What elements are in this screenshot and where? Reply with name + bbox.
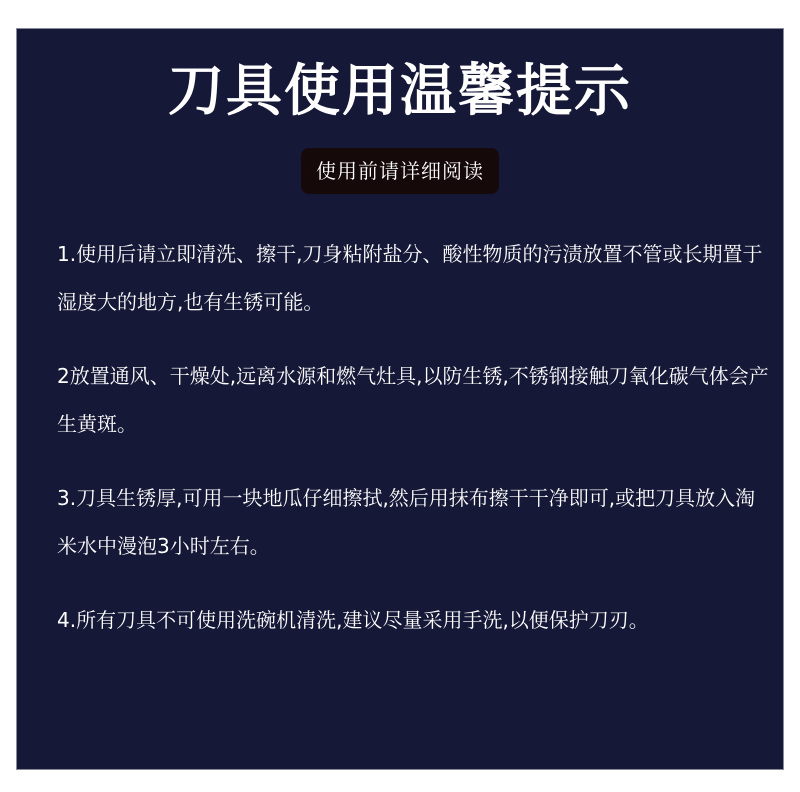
notice-panel [16,28,784,770]
tip-paragraph-4: 4.所有刀具不可使用洗碗机清洗,建议尽量采用手洗,以便保护刀刃。 [57,608,649,632]
tip-paragraph-3: 3.刀具生锈厚,可用一块地瓜仔细擦拭,然后用抹布擦干干净即可,或把刀具放入淘米水中漫泡3小时左右。 [57,486,756,558]
subtitle-container [17,148,783,194]
tip-paragraph-2: 2放置通风、干燥处,远离水源和燃气灶具,以防生锈,不锈钢接触刀氧化碳气体会产生黄斑。 [57,364,769,436]
tip-paragraph-1: 1.使用后请立即清洗、擦干,刀身粘附盐分、酸性物质的污渍放置不管或长期置于湿度大的地方,也有生锈可能。 [57,242,763,314]
page-title: 刀具使用温馨提示 [168,59,632,124]
subtitle-badge: 使用前请详细阅读 [301,148,499,194]
